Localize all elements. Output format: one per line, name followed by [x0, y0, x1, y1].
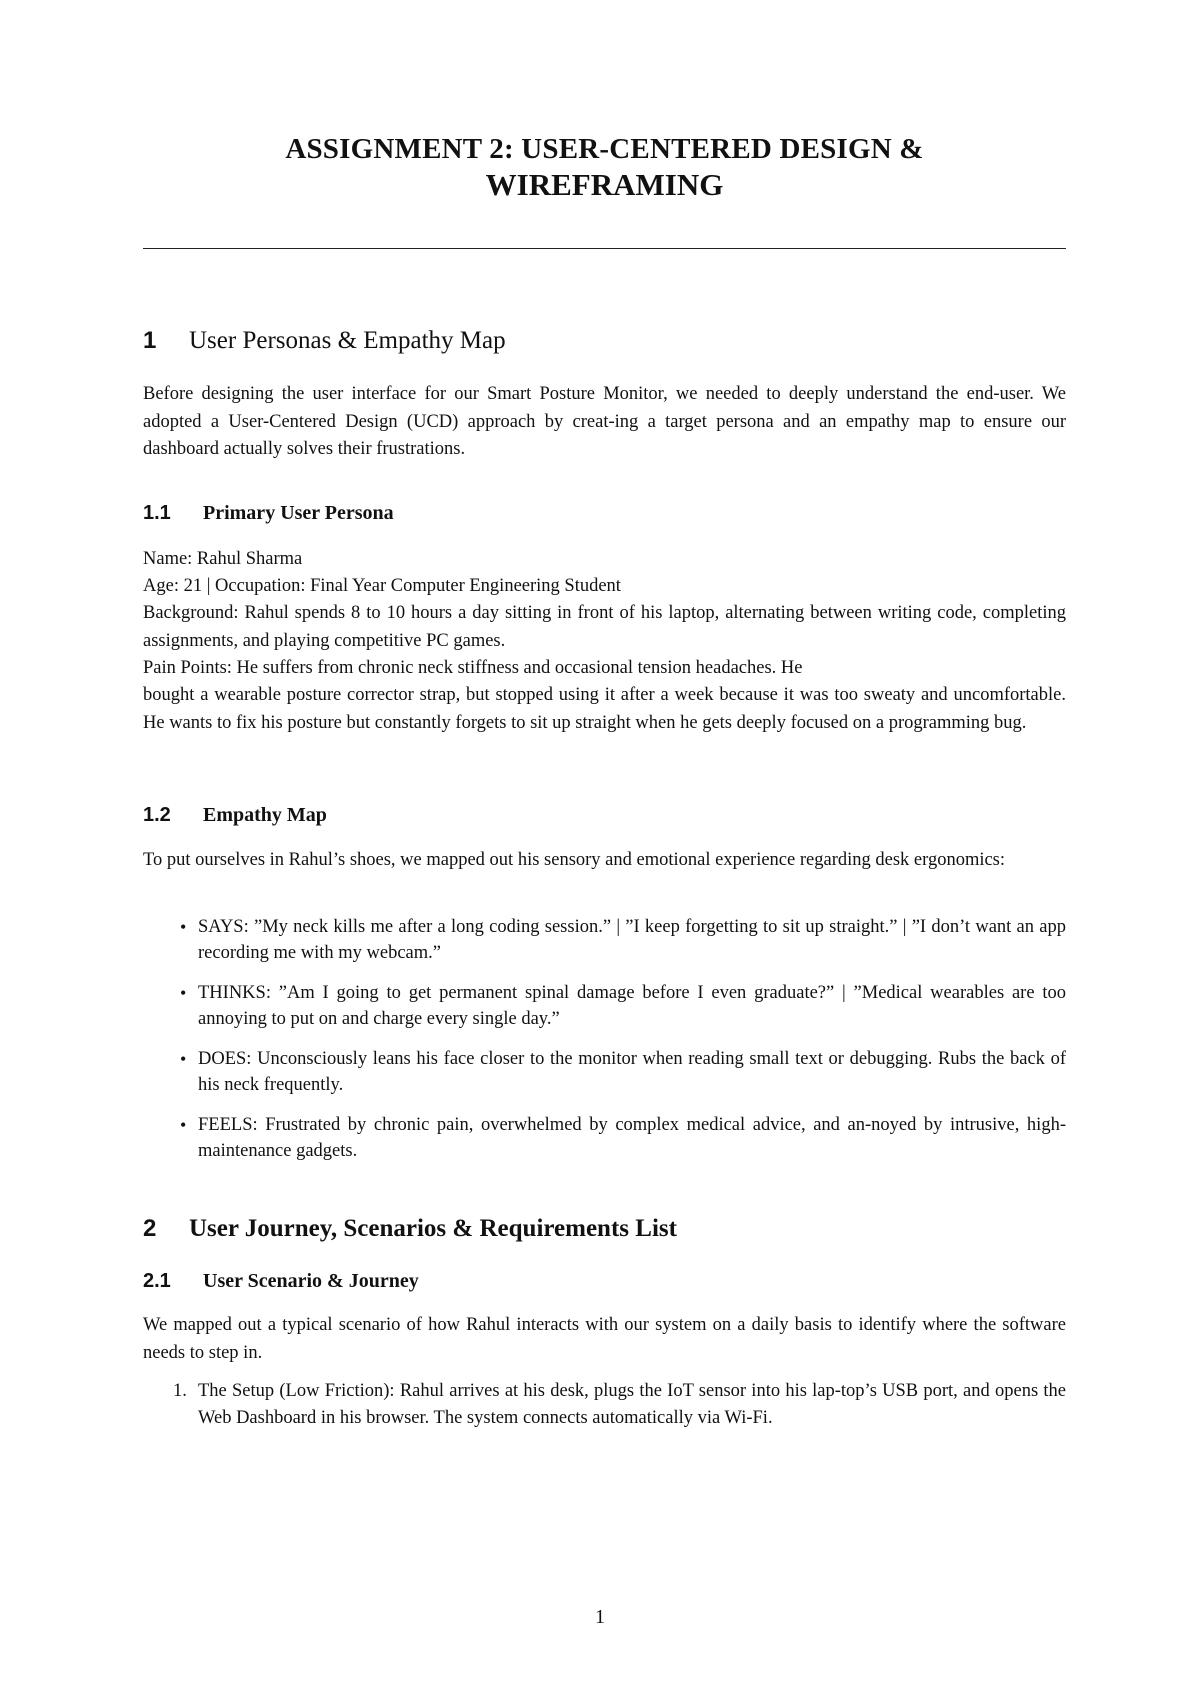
- empathy-does-text: DOES: Unconsciously leans his face closer to the monitor when reading small text or debugging. Rubs the back of his neck frequently.: [198, 1049, 1066, 1095]
- scenario-intro: We mapped out a typical scenario of how Rahul interacts with our system on a daily basis to identify where the software needs to step in.: [143, 1315, 1066, 1363]
- empathy-map-item-thinks: [143, 980, 1066, 1032]
- empathy-map-item-does: [143, 1046, 1066, 1098]
- section-1-title: User Personas & Empathy Map: [189, 327, 506, 354]
- persona-age-occupation: Age: 21 | Occupation: Final Year Computer Engineering Student: [143, 576, 621, 596]
- document-title-line-1: ASSIGNMENT 2: USER-CENTERED DESIGN &: [285, 133, 924, 165]
- subsection-1-2-number: 1.2: [143, 804, 171, 826]
- journey-steps-list: [143, 1378, 1066, 1432]
- persona-pain-points-line-2: bought a wearable posture corrector strap, but stopped using it after a week because it was too sweaty and uncomfortable. He wants to fix his posture but constantly forgets to sit up straight when he gets deeply focused on a programming bug.: [143, 685, 1066, 733]
- empathy-map-item-feels: [143, 1112, 1066, 1164]
- section-2-title: User Journey, Scenarios & Requirements List: [189, 1215, 677, 1242]
- bullet-icon: •: [180, 917, 187, 937]
- persona-background: Background: Rahul spends 8 to 10 hours a day sitting in front of his laptop, alternating between writing code, completing assignments, and playing competitive PC games.: [143, 603, 1066, 651]
- empathy-says-text: SAYS: ”My neck kills me after a long coding session.” | ”I keep forgetting to sit up straight.” | ”I don’t want an app recording me with my webcam.”: [198, 917, 1066, 963]
- empathy-map-intro: To put ourselves in Rahul’s shoes, we mapped out his sensory and emotional experience regarding desk ergonomics:: [143, 850, 1006, 870]
- subsection-2-1-number: 2.1: [143, 1270, 171, 1292]
- section-1-number: 1: [143, 327, 157, 354]
- document-title-line-2: WIREFRAMING: [485, 167, 724, 202]
- section-2-number: 2: [143, 1215, 157, 1242]
- subsection-1-1-number: 1.1: [143, 502, 171, 524]
- journey-step-number: 1.: [173, 1381, 187, 1401]
- subsection-1-1-title: Primary User Persona: [203, 502, 394, 524]
- page-number: 1: [595, 1606, 605, 1628]
- journey-step: [143, 1378, 1066, 1432]
- subsection-2-1-heading: [143, 1270, 419, 1293]
- persona-pain-points-line-1: Pain Points: He suffers from chronic neck stiffness and occasional tension headaches. He: [143, 658, 803, 678]
- section-1-intro: Before designing the user interface for our Smart Posture Monitor, we needed to deeply understand the end-user. We adopted a User-Centered Design (UCD) approach by creat-ing a target persona and an empathy map to ensure our dashboard actually solves their frustrations.: [143, 384, 1066, 459]
- empathy-map-list: [143, 914, 1066, 1178]
- bullet-icon: •: [180, 983, 187, 1003]
- bullet-icon: •: [180, 1115, 187, 1135]
- empathy-feels-text: FEELS: Frustrated by chronic pain, overwhelmed by complex medical advice, and an-noyed by intrusive, high-maintenance gadgets.: [198, 1115, 1066, 1161]
- subsection-1-2-heading: [143, 804, 327, 827]
- section-2-heading: [143, 1215, 677, 1243]
- subsection-2-1-title: User Scenario & Journey: [203, 1270, 419, 1292]
- persona-name: Name: Rahul Sharma: [143, 549, 303, 569]
- subsection-1-1-heading: [143, 502, 394, 525]
- journey-step-text: The Setup (Low Friction): Rahul arrives at his desk, plugs the IoT sensor into his lap-top’s USB port, and opens the Web Dashboard in his browser. The system connects automatically via Wi-Fi.: [198, 1381, 1066, 1428]
- empathy-thinks-text: THINKS: ”Am I going to get permanent spinal damage before I even graduate?” | ”Medical wearables are too annoying to put on and charge every single day.”: [198, 983, 1066, 1029]
- subsection-1-2-title: Empathy Map: [203, 804, 327, 826]
- empathy-map-item-says: [143, 914, 1066, 966]
- bullet-icon: •: [180, 1049, 187, 1069]
- title-divider: [143, 248, 1066, 249]
- section-1-heading: [143, 327, 506, 355]
